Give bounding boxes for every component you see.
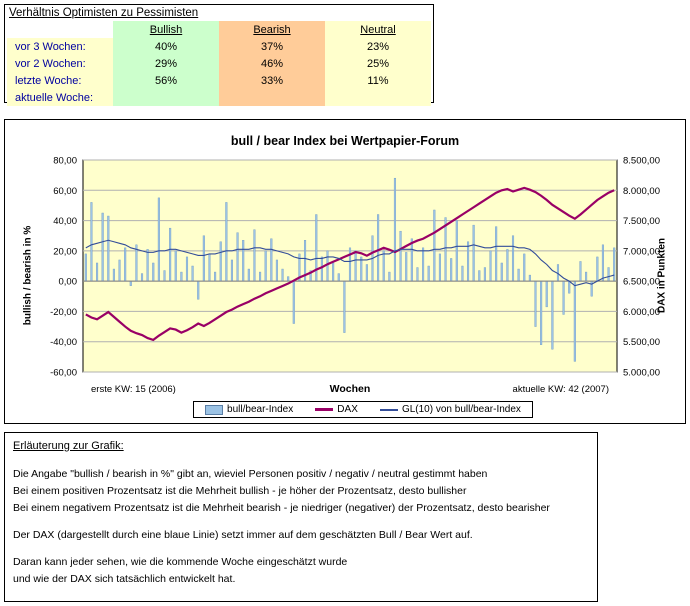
cell-bullish xyxy=(113,89,219,106)
line-swatch-icon xyxy=(315,408,333,411)
legend-item-dax xyxy=(315,404,358,415)
header-bullish: Bullish xyxy=(113,21,219,38)
explanation-line: Bei einem positiven Prozentsatz ist die Mehrheit bullish - je höher der Prozentsatz, desto bullisher xyxy=(13,485,467,497)
y-axis-label-right: DAX in Punkten xyxy=(656,238,668,314)
chart-panel xyxy=(4,119,686,424)
row-label: letzte Woche: xyxy=(7,72,113,89)
svg-text:-40,00: -40,00 xyxy=(50,337,77,349)
chart-title: bull / bear Index bei Wertpapier-Forum xyxy=(230,134,460,148)
svg-text:5.000,00: 5.000,00 xyxy=(623,367,660,379)
explanation-line: Daran kann jeder sehen, wie die kommende Woche eingeschätzt wurde xyxy=(13,556,348,568)
svg-text:6.500,00: 6.500,00 xyxy=(623,276,660,288)
explanation-line: und wie der DAX sich tatsächlich entwickelt hat. xyxy=(13,573,236,585)
cell-bullish: 56% xyxy=(113,72,219,89)
legend-item-bullbear xyxy=(205,404,293,415)
explanation-title: Erläuterung zur Grafik: xyxy=(13,440,124,452)
header-neutral: Neutral xyxy=(325,21,431,38)
header-bearish: Bearish xyxy=(219,21,325,38)
ratio-panel xyxy=(4,4,434,103)
explanation-line: Die Angabe "bullish / bearish in %" gibt an, wieviel Personen positiv / negativ / neutral gestimmt haben xyxy=(13,468,488,480)
cell-bearish xyxy=(219,89,325,106)
cell-bearish: 33% xyxy=(219,72,325,89)
svg-text:7.000,00: 7.000,00 xyxy=(623,246,660,258)
svg-text:7.500,00: 7.500,00 xyxy=(623,216,660,228)
svg-text:8.000,00: 8.000,00 xyxy=(623,185,660,197)
svg-text:erste KW: 15 (2006): erste KW: 15 (2006) xyxy=(91,384,176,395)
table-row xyxy=(7,89,431,106)
row-label: vor 2 Wochen: xyxy=(7,55,113,72)
table-row xyxy=(7,55,431,72)
ratio-title: Verhältnis Optimisten zu Pessimisten xyxy=(9,7,199,19)
explanation-panel xyxy=(4,432,598,602)
svg-text:aktuelle KW: 42 (2007): aktuelle KW: 42 (2007) xyxy=(512,384,609,395)
ratio-table xyxy=(7,21,431,106)
cell-bearish: 37% xyxy=(219,38,325,55)
row-label: aktuelle Woche: xyxy=(7,89,113,106)
header-blank xyxy=(7,21,113,38)
svg-text:Wochen: Wochen xyxy=(329,383,371,395)
spacer xyxy=(13,544,589,554)
y-axis-label-left: bullish / bearish in % xyxy=(22,225,34,326)
cell-neutral: 11% xyxy=(325,72,431,89)
explanation-line: Bei einem negativem Prozentsatz ist die Mehrheit bearish - je niedriger (negativer) der Prozentsatz, desto bearisher xyxy=(13,502,550,514)
svg-text:-20,00: -20,00 xyxy=(50,306,77,318)
svg-text:60,00: 60,00 xyxy=(53,185,77,197)
legend-label: GL(10) von bull/bear-Index xyxy=(401,404,521,415)
svg-text:0,00: 0,00 xyxy=(58,276,77,288)
legend-label: bull/bear-Index xyxy=(227,404,294,415)
svg-text:8.500,00: 8.500,00 xyxy=(623,155,660,167)
legend-item-gl10 xyxy=(380,404,521,415)
svg-text:20,00: 20,00 xyxy=(53,246,77,258)
bar-swatch-icon xyxy=(205,405,223,415)
explanation-line: Der DAX (dargestellt durch eine blaue Linie) setzt immer auf dem geschätzten Bull / Bear Wert auf. xyxy=(13,529,473,541)
cell-neutral: 23% xyxy=(325,38,431,55)
line-swatch-icon xyxy=(380,409,398,411)
cell-neutral: 25% xyxy=(325,55,431,72)
svg-text:5.500,00: 5.500,00 xyxy=(623,337,660,349)
table-row xyxy=(7,38,431,55)
chart-plot xyxy=(5,120,685,423)
svg-text:40,00: 40,00 xyxy=(53,216,77,228)
row-label: vor 3 Wochen: xyxy=(7,38,113,55)
svg-text:6.000,00: 6.000,00 xyxy=(623,306,660,318)
cell-bullish: 40% xyxy=(113,38,219,55)
table-row xyxy=(7,72,431,89)
cell-bullish: 29% xyxy=(113,55,219,72)
chart-legend xyxy=(193,401,533,418)
legend-label: DAX xyxy=(337,404,358,415)
cell-bearish: 46% xyxy=(219,55,325,72)
spacer xyxy=(13,517,589,527)
table-header-row xyxy=(7,21,431,38)
svg-text:80,00: 80,00 xyxy=(53,155,77,167)
cell-neutral xyxy=(325,89,431,106)
svg-text:-60,00: -60,00 xyxy=(50,367,77,379)
